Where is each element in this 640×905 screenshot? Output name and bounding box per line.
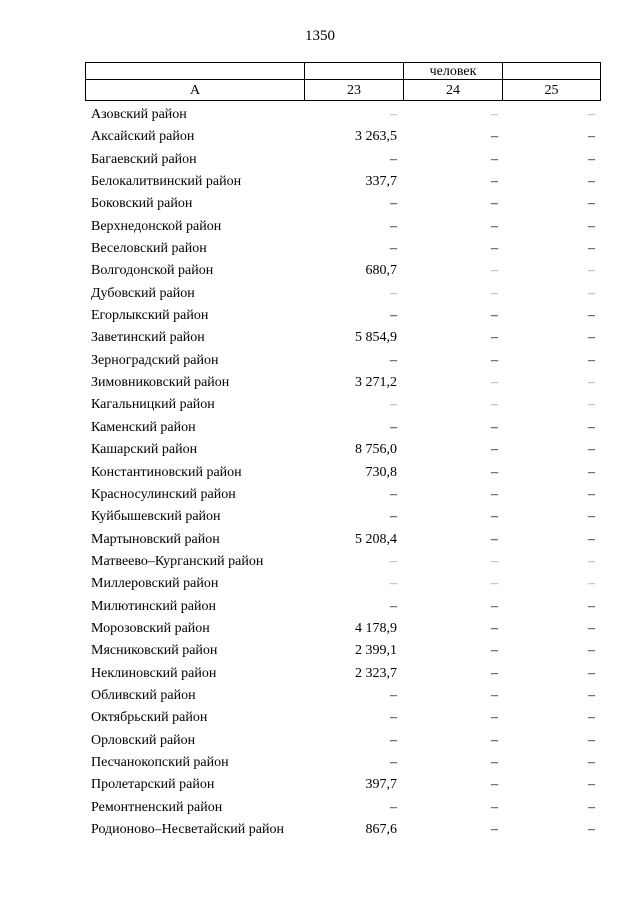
value-col-25: – [588,620,595,636]
value-col-24: – [491,822,498,837]
value-col-25: – [588,419,595,435]
district-name: Азовский район [91,107,187,122]
table-row [0,573,640,595]
value-col-25: – [588,799,595,815]
value-col-25: – [588,397,595,413]
district-name: Песчанокопский район [91,754,229,770]
value-col-24: – [491,151,498,167]
district-name: Егорлыкский район [91,308,209,324]
district-name: Волгодонской район [91,263,214,279]
column-header-25: 25 [503,80,601,101]
value-col-24: – [491,263,498,279]
value-col-24: – [491,598,498,614]
value-col-23: – [390,687,397,703]
value-col-23: – [390,509,397,525]
value-col-23: 8 756,0 [355,442,397,458]
value-col-25: – [588,464,595,480]
district-name: Родионово–Несветайский район [91,822,284,837]
value-col-23: 2 399,1 [355,643,397,659]
value-col-23: – [390,486,397,502]
value-col-25: – [588,754,595,770]
table-row [0,685,640,707]
table-row [0,171,640,193]
district-name: Каменский район [91,419,196,435]
value-col-23: 2 323,7 [355,665,397,681]
table-row [0,506,640,528]
table-row [0,529,640,551]
table-row [0,149,640,171]
value-col-23: – [390,218,397,234]
value-col-24: – [491,196,498,212]
value-col-25: – [588,375,595,391]
table-row [0,551,640,573]
table-row [0,238,640,260]
table-row [0,417,640,439]
value-col-24: – [491,308,498,324]
header-unit: человек [404,63,503,80]
table-row [0,126,640,148]
value-col-23: – [390,241,397,257]
district-name: Аксайский район [91,129,195,145]
value-col-24: – [491,486,498,502]
table-row [0,797,640,819]
value-col-24: – [491,620,498,636]
value-col-24: – [491,285,498,301]
value-col-24: – [491,754,498,770]
value-col-25: – [588,665,595,681]
value-col-23: – [390,352,397,368]
value-col-24: – [491,531,498,547]
value-col-25: – [588,129,595,145]
column-header-24: 24 [404,80,503,101]
value-col-24: – [491,352,498,368]
district-name: Веселовский район [91,241,207,257]
district-name: Обливский район [91,687,196,703]
district-name: Морозовский район [91,620,210,636]
value-col-23: 680,7 [365,263,397,279]
value-col-23: – [390,285,397,301]
value-col-25: – [588,308,595,324]
value-col-23: 397,7 [365,777,397,793]
value-col-23: – [390,799,397,815]
district-name: Белокалитвинский район [91,174,242,190]
value-col-23: – [390,107,397,122]
value-col-23: – [390,397,397,413]
page-number: 1350 [305,28,335,44]
table-row [0,372,640,394]
district-name: Дубовский район [91,285,195,301]
table-row [0,596,640,618]
value-col-23: – [390,308,397,324]
value-col-25: – [588,710,595,726]
value-col-23: – [390,576,397,592]
value-col-24: – [491,129,498,145]
district-name: Ремонтненский район [91,799,223,815]
value-col-24: – [491,687,498,703]
value-col-23: – [390,196,397,212]
table-row [0,707,640,729]
value-col-23: – [390,754,397,770]
value-col-23: 730,8 [365,464,397,480]
value-col-25: – [588,151,595,167]
value-col-24: – [491,732,498,748]
table-row [0,439,640,461]
value-col-23: – [390,419,397,435]
district-name: Миллеровский район [91,576,219,592]
value-col-24: – [491,241,498,257]
table-row [0,260,640,282]
value-col-23: 867,6 [365,822,397,837]
table-row [0,216,640,238]
value-col-23: – [390,553,397,569]
value-col-23: – [390,598,397,614]
value-col-23: 3 271,2 [355,375,397,391]
value-col-25: – [588,352,595,368]
value-col-23: 5 208,4 [355,531,397,547]
district-name: Октябрьский район [91,710,208,726]
district-name: Кашарский район [91,442,198,458]
value-col-25: – [588,241,595,257]
value-col-25: – [588,509,595,525]
district-name: Неклиновский район [91,665,217,681]
table-row [0,819,640,841]
value-col-24: – [491,710,498,726]
value-col-25: – [588,553,595,569]
value-col-23: – [390,151,397,167]
value-col-24: – [491,419,498,435]
table-row [0,663,640,685]
header-blank-23 [305,63,404,80]
value-col-25: – [588,598,595,614]
value-col-25: – [588,107,595,122]
value-col-23: 337,7 [365,174,397,190]
value-col-25: – [588,777,595,793]
value-col-24: – [491,330,498,346]
value-col-25: – [588,442,595,458]
table-row [0,305,640,327]
table-row [0,730,640,752]
value-col-25: – [588,576,595,592]
value-col-24: – [491,375,498,391]
table-row [0,104,640,126]
column-header-23: 23 [305,80,404,101]
value-col-25: – [588,531,595,547]
value-col-24: – [491,218,498,234]
value-col-25: – [588,330,595,346]
value-col-24: – [491,799,498,815]
value-col-24: – [491,397,498,413]
district-name: Верхнедонской район [91,218,222,234]
table-row [0,640,640,662]
district-name: Багаевский район [91,151,197,167]
table-row [0,462,640,484]
value-col-24: – [491,509,498,525]
table-row [0,774,640,796]
district-name: Зимовниковский район [91,375,230,391]
value-col-25: – [588,822,595,837]
table-row [0,283,640,305]
table-row [0,752,640,774]
value-col-23: 4 178,9 [355,620,397,636]
value-col-24: – [491,174,498,190]
district-name: Мясниковский район [91,643,218,659]
value-col-24: – [491,665,498,681]
value-col-25: – [588,486,595,502]
district-name: Милютинский район [91,598,217,614]
value-col-25: – [588,174,595,190]
value-col-25: – [588,263,595,279]
value-col-25: – [588,687,595,703]
value-col-24: – [491,442,498,458]
table-row [0,618,640,640]
district-name: Матвеево–Курганский район [91,553,264,569]
district-name: Зерноградский район [91,352,219,368]
table-row [0,484,640,506]
header-blank-25 [503,63,601,80]
table-row [0,394,640,416]
column-header-a: А [86,80,305,101]
district-name: Боковский район [91,196,193,212]
table-body [0,104,640,841]
value-col-24: – [491,777,498,793]
value-col-25: – [588,196,595,212]
table-row [0,193,640,215]
district-name: Мартыновский район [91,531,220,547]
value-col-24: – [491,553,498,569]
value-col-24: – [491,107,498,122]
district-name: Константиновский район [91,464,242,480]
table-row [0,327,640,349]
district-name: Орловский район [91,732,196,748]
value-col-23: 3 263,5 [355,129,397,145]
value-col-25: – [588,285,595,301]
value-col-24: – [491,464,498,480]
district-name: Кагальницкий район [91,397,215,413]
value-col-24: – [491,576,498,592]
table-row [0,350,640,372]
value-col-23: – [390,710,397,726]
value-col-23: 5 854,9 [355,330,397,346]
value-col-25: – [588,732,595,748]
district-name: Красносулинский район [91,486,236,502]
district-name: Заветинский район [91,330,205,346]
value-col-23: – [390,732,397,748]
table-header [85,62,601,101]
header-blank-a [86,63,305,80]
district-name: Пролетарский район [91,777,215,793]
value-col-24: – [491,643,498,659]
value-col-25: – [588,218,595,234]
value-col-25: – [588,643,595,659]
district-name: Куйбышевский район [91,509,221,525]
